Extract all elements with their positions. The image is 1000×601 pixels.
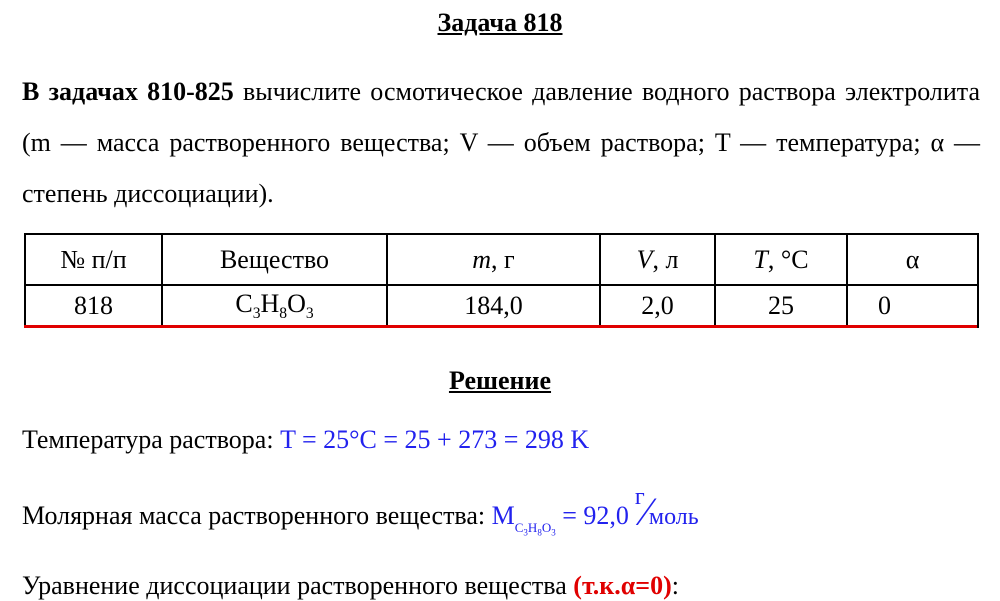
problem-lead: В задачах 810-825 (22, 77, 234, 106)
problem-statement (22, 66, 980, 219)
data-table (24, 233, 979, 328)
page-title: Задача 818 (437, 8, 563, 37)
table-row (25, 285, 978, 327)
molar-mass-unit: г ⁄ моль (634, 484, 699, 534)
header-mass: m, г (387, 234, 600, 285)
dissociation-line: Уравнение диссоциации растворенного вещества (т.к.α=0): (22, 571, 679, 600)
header-volume: V, л (600, 234, 715, 285)
header-temperature: T, °C (715, 234, 847, 285)
dissociation-label: Уравнение диссоциации растворенного вещества (22, 571, 574, 600)
molar-mass-label: Молярная масса растворенного вещества: (22, 501, 492, 530)
cell-volume: 2,0 (600, 285, 715, 327)
problem-text: вычислите осмотическое давление водного раствора электролита (m — масса растворенного вещества; V — объем раствора; T — температура; α — степень диссоциации). (22, 77, 980, 208)
cell-temperature: 25 (715, 285, 847, 327)
table-underline (24, 325, 977, 328)
solution-title: Решение (448, 366, 552, 395)
cell-mass: 184,0 (387, 285, 600, 327)
temperature-label: Температура раствора: (22, 425, 281, 454)
table-header-row (25, 234, 978, 285)
molar-mass-line (22, 484, 719, 538)
temperature-formula: T = 25°C = 25 + 273 = 298 K (280, 425, 590, 454)
cell-substance: $C_3H_8O_3$ (162, 285, 387, 327)
header-alpha: α (847, 234, 978, 285)
header-substance: Вещество (162, 234, 387, 285)
molar-mass-formula: $M_{C_3H_8O_3} = 92,0$ г ⁄ моль (492, 501, 719, 530)
header-number: № п/п (25, 234, 162, 285)
dissociation-note: (т.к.α=0) (573, 571, 672, 600)
temperature-line (22, 425, 589, 455)
cell-alpha: 0 (847, 285, 978, 327)
cell-number: 818 (25, 285, 162, 327)
